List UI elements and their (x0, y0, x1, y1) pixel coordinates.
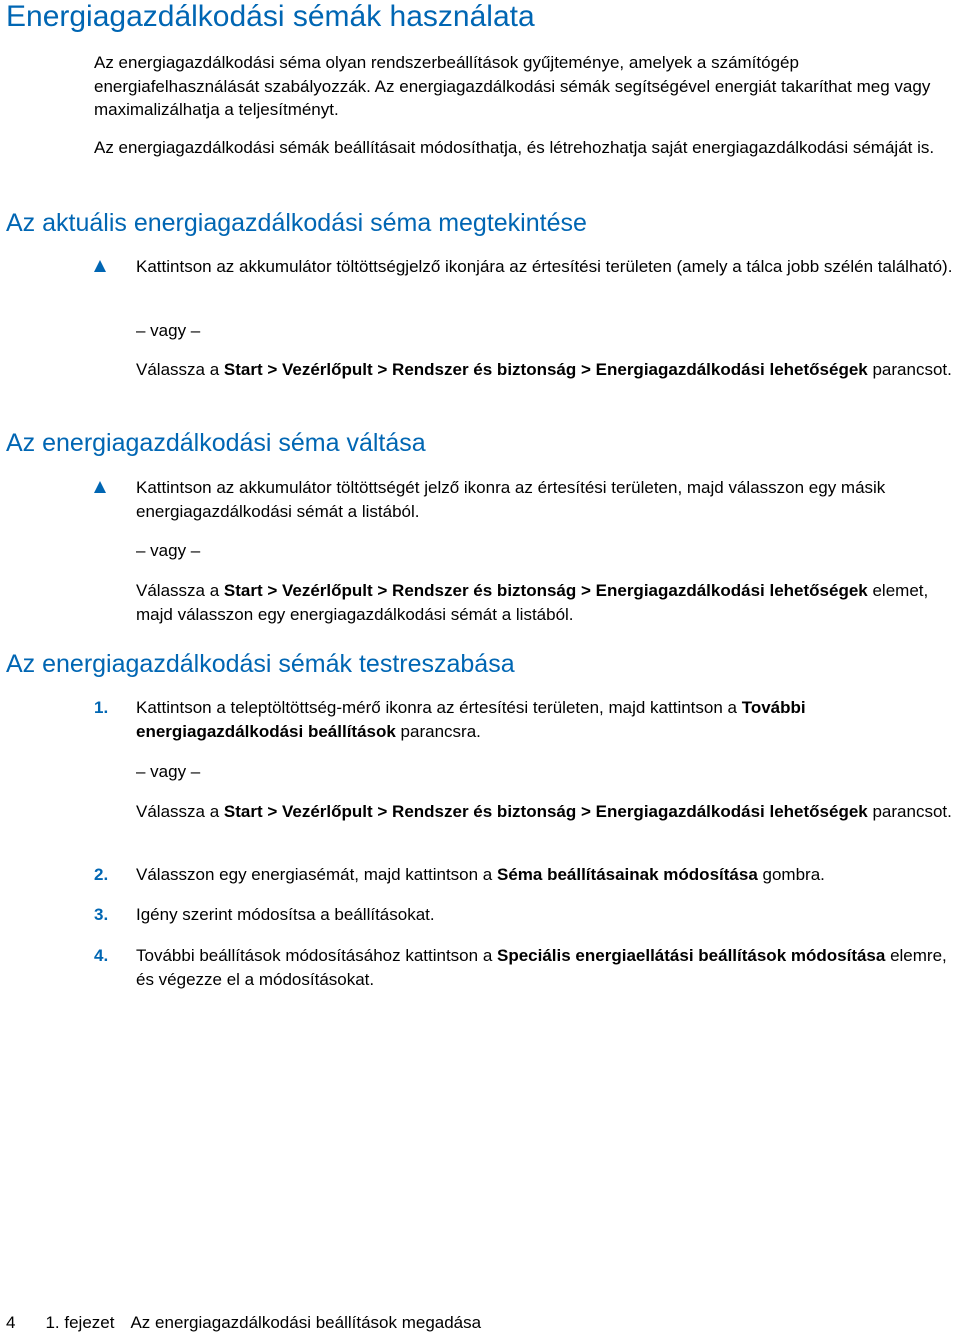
step-text: További beállítások módosításához kattintson a Speciális energiaellátási beállítások módosítása elemre, és végezze el a módosításokat. (136, 946, 947, 989)
bullet-text: Kattintson az akkumulátor töltöttségjelző ikonjára az értesítési területen (amely a tálca jobb szélén található). (136, 257, 953, 276)
intro-paragraph-2: Az energiagazdálkodási sémák beállításait módosíthatja, és létrehozhatja saját energiagazdálkodási sémáját is. (94, 138, 935, 157)
step-number: 2. (94, 865, 109, 884)
page-title: Energiagazdálkodási sémák használata (6, 0, 535, 33)
menu-path: Start > Vezérlőpult > Rendszer és biztonság > Energiagazdálkodási lehetőségek (223, 802, 868, 821)
step-number: 3. (94, 905, 109, 924)
triangle-bullet-icon (94, 260, 106, 272)
menu-path: Start > Vezérlőpult > Rendszer és biztonság > Energiagazdálkodási lehetőségek (223, 360, 868, 379)
section-heading-customize-schemes: Az energiagazdálkodási sémák testreszabása (6, 650, 515, 678)
page-number: 4 (6, 1313, 16, 1332)
alternative-instruction: Válassza a Start > Vezérlőpult > Rendszer és biztonság > Energiagazdálkodási lehetőségek elemet, majd válasszon egy energiagazdálkodási sémát a listából. (136, 581, 929, 624)
menu-path: Start > Vezérlőpult > Rendszer és biztonság > Energiagazdálkodási lehetőségek (223, 581, 868, 600)
step-text: Válasszon egy energiasémát, majd kattintson a Séma beállításainak módosítása gombra. (136, 865, 825, 884)
step-text: Kattintson a teleptöltöttség-mérő ikonra az értesítési területen, majd kattintson a További energiagazdálkodási beállítások parancsra. (136, 698, 806, 741)
or-separator: – vagy – (136, 321, 201, 340)
section-heading-switch-scheme: Az energiagazdálkodási séma váltása (6, 429, 426, 457)
page-footer (6, 1312, 481, 1334)
triangle-bullet-icon (94, 481, 106, 493)
chapter-title: Az energiagazdálkodási beállítások megadása (130, 1313, 482, 1332)
section-heading-view-scheme: Az aktuális energiagazdálkodási séma megtekintése (6, 209, 587, 237)
or-separator: – vagy – (136, 541, 201, 560)
step-number: 1. (94, 698, 109, 717)
step-number: 4. (94, 946, 109, 965)
chapter-label: 1. fejezet (45, 1313, 115, 1332)
alternative-instruction: Válassza a Start > Vezérlőpult > Rendszer és biztonság > Energiagazdálkodási lehetőségek parancsot. (136, 360, 952, 379)
intro-paragraph-1: Az energiagazdálkodási séma olyan rendszerbeállítások gyűjteménye, amelyek a számítógép energiafelhasználását szabályozzák. Az energiagazdálkodási sémák segítségével energiát takaríthat meg vagy maximalizálhatja a teljesítményt. (94, 53, 931, 119)
bullet-text: Kattintson az akkumulátor töltöttségét jelző ikonra az értesítési területen, majd válasszon egy másik energiagazdálkodási sémát a listából. (136, 478, 886, 521)
or-separator: – vagy – (136, 762, 201, 781)
step-text: Igény szerint módosítsa a beállításokat. (136, 905, 435, 924)
alternative-instruction: Válassza a Start > Vezérlőpult > Rendszer és biztonság > Energiagazdálkodási lehetőségek parancsot. (136, 802, 952, 821)
